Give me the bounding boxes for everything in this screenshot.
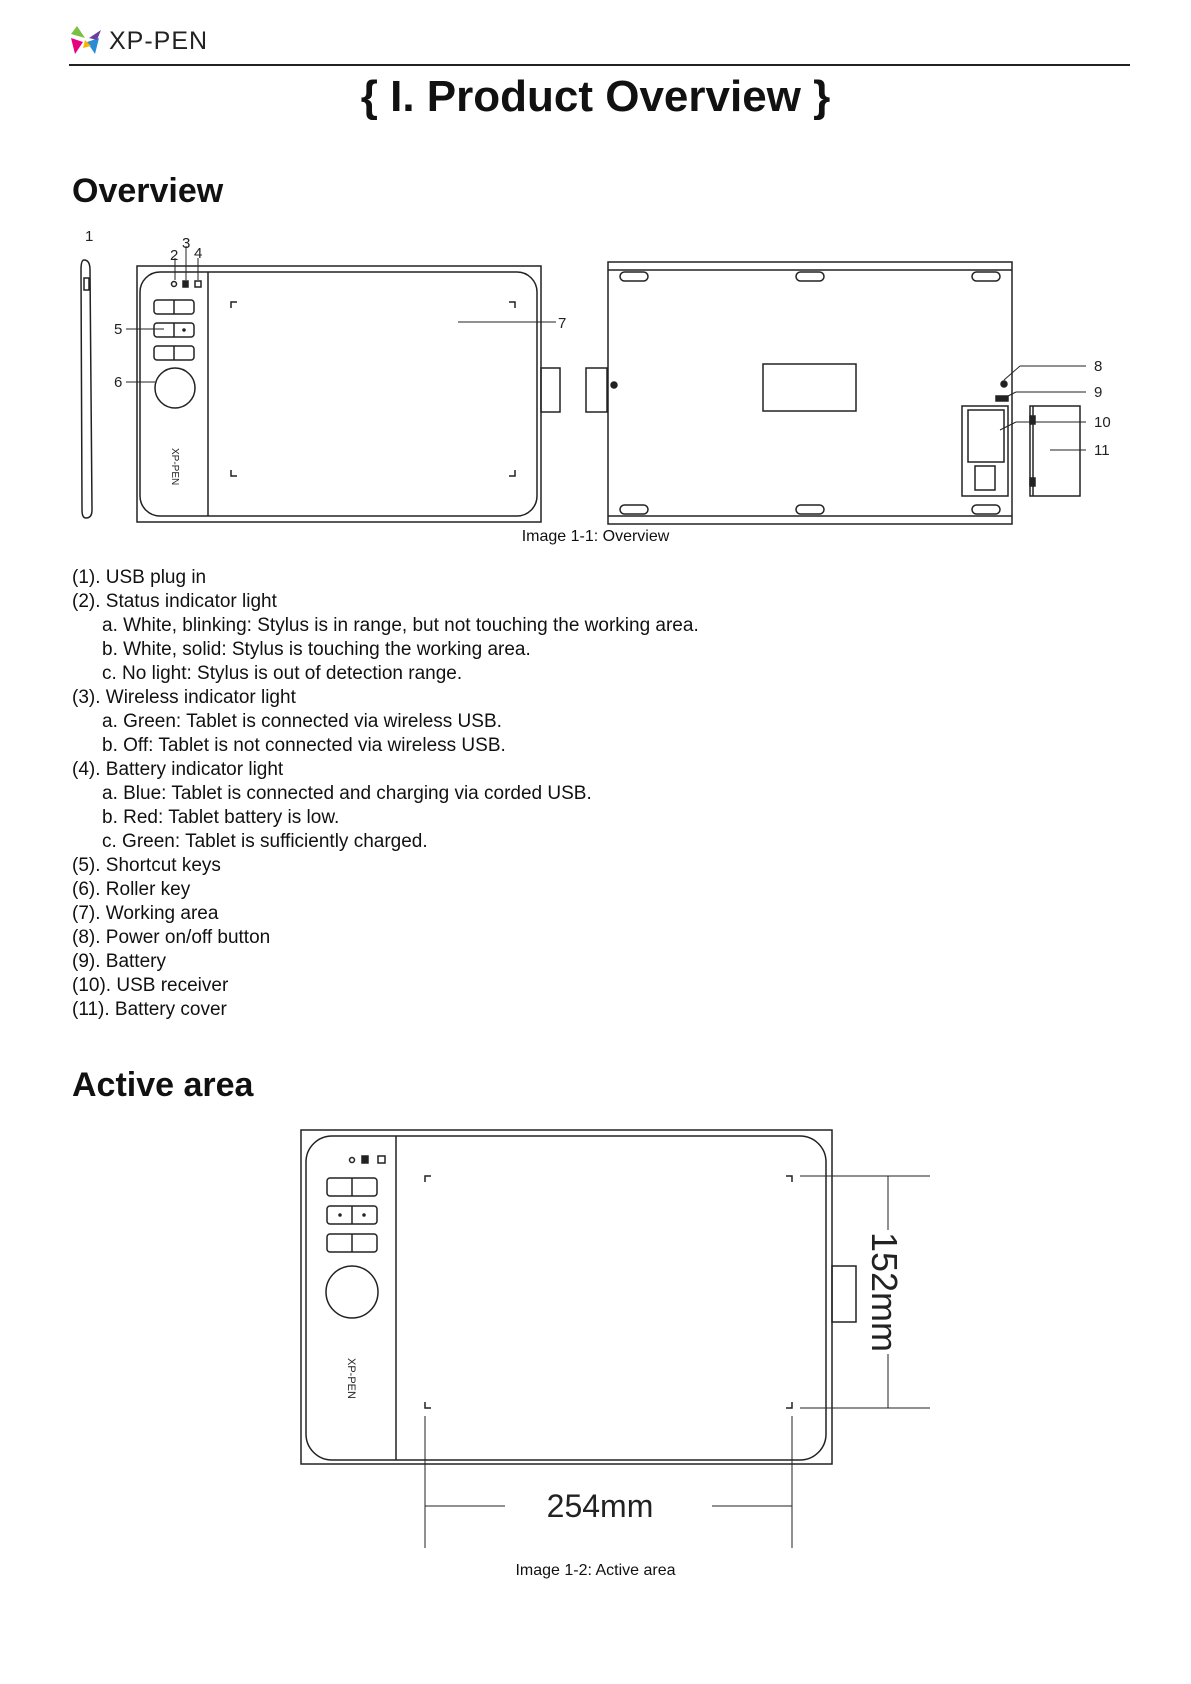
list-item: b. Off: Tablet is not connected via wireless USB. (102, 735, 506, 756)
list-item: (9). Battery (72, 951, 166, 972)
overview-heading: Overview (72, 172, 224, 210)
list-item: c. No light: Stylus is out of detection range. (102, 663, 463, 684)
height-label: 152mm (864, 1231, 905, 1353)
list-item: b. White, solid: Stylus is touching the working area. (102, 639, 531, 660)
width-dimension (425, 1416, 792, 1548)
list-item: c. Green: Tablet is sufficiently charged. (102, 831, 428, 852)
tablet-front-view (137, 266, 560, 522)
page-title: { I. Product Overview } (360, 72, 831, 121)
overview-diagram (0, 230, 1191, 530)
tablet-front-view (301, 1130, 856, 1464)
width-label: 254mm (546, 1488, 654, 1524)
callout-1: 1 (85, 230, 94, 245)
callout-8: 8 (1094, 358, 1103, 375)
list-item: (8). Power on/off button (72, 927, 271, 948)
list-item: (10). USB receiver (72, 975, 229, 996)
xp-pen-logo (69, 24, 208, 58)
active-area-heading: Active area (72, 1066, 254, 1104)
overview-item-list (72, 566, 699, 1022)
callout-11: 11 (1094, 442, 1110, 459)
callout-4: 4 (194, 245, 203, 262)
tablet-logo-text: XP-PEN (345, 1358, 357, 1399)
list-item: (6). Roller key (72, 879, 191, 900)
list-item: (2). Status indicator light (72, 591, 277, 612)
active-area-diagram (0, 1120, 1191, 1560)
active-area-caption: Image 1-2: Active area (515, 1562, 676, 1579)
brand-name: XP-PEN (109, 26, 209, 55)
callout-leaders (126, 246, 1086, 450)
xp-pen-logo-icon (69, 24, 103, 58)
list-item: a. Green: Tablet is connected via wireless USB. (102, 711, 502, 732)
list-item: (5). Shortcut keys (72, 855, 221, 876)
callout-9: 9 (1094, 384, 1103, 401)
list-item: a. Blue: Tablet is connected and charging via corded USB. (102, 783, 592, 804)
callout-7: 7 (558, 315, 567, 332)
list-item: (3). Wireless indicator light (72, 687, 296, 708)
list-item: (7). Working area (72, 903, 219, 924)
list-item: (4). Battery indicator light (72, 759, 284, 780)
list-item: b. Red: Tablet battery is low. (102, 807, 340, 828)
tablet-logo-text: XP-PEN (169, 448, 180, 486)
list-item: (1). USB plug in (72, 567, 207, 588)
callout-5: 5 (114, 321, 123, 338)
callout-3: 3 (182, 235, 191, 252)
callout-10: 10 (1094, 414, 1111, 431)
list-item: a. White, blinking: Stylus is in range, but not touching the working area. (102, 615, 699, 636)
page-header (69, 20, 1130, 66)
tablet-side-profile (81, 260, 92, 518)
overview-caption: Image 1-1: Overview (521, 528, 670, 545)
callout-2: 2 (170, 247, 179, 264)
list-item: (11). Battery cover (72, 999, 227, 1020)
callout-6: 6 (114, 374, 123, 391)
tablet-back-view (586, 262, 1080, 524)
